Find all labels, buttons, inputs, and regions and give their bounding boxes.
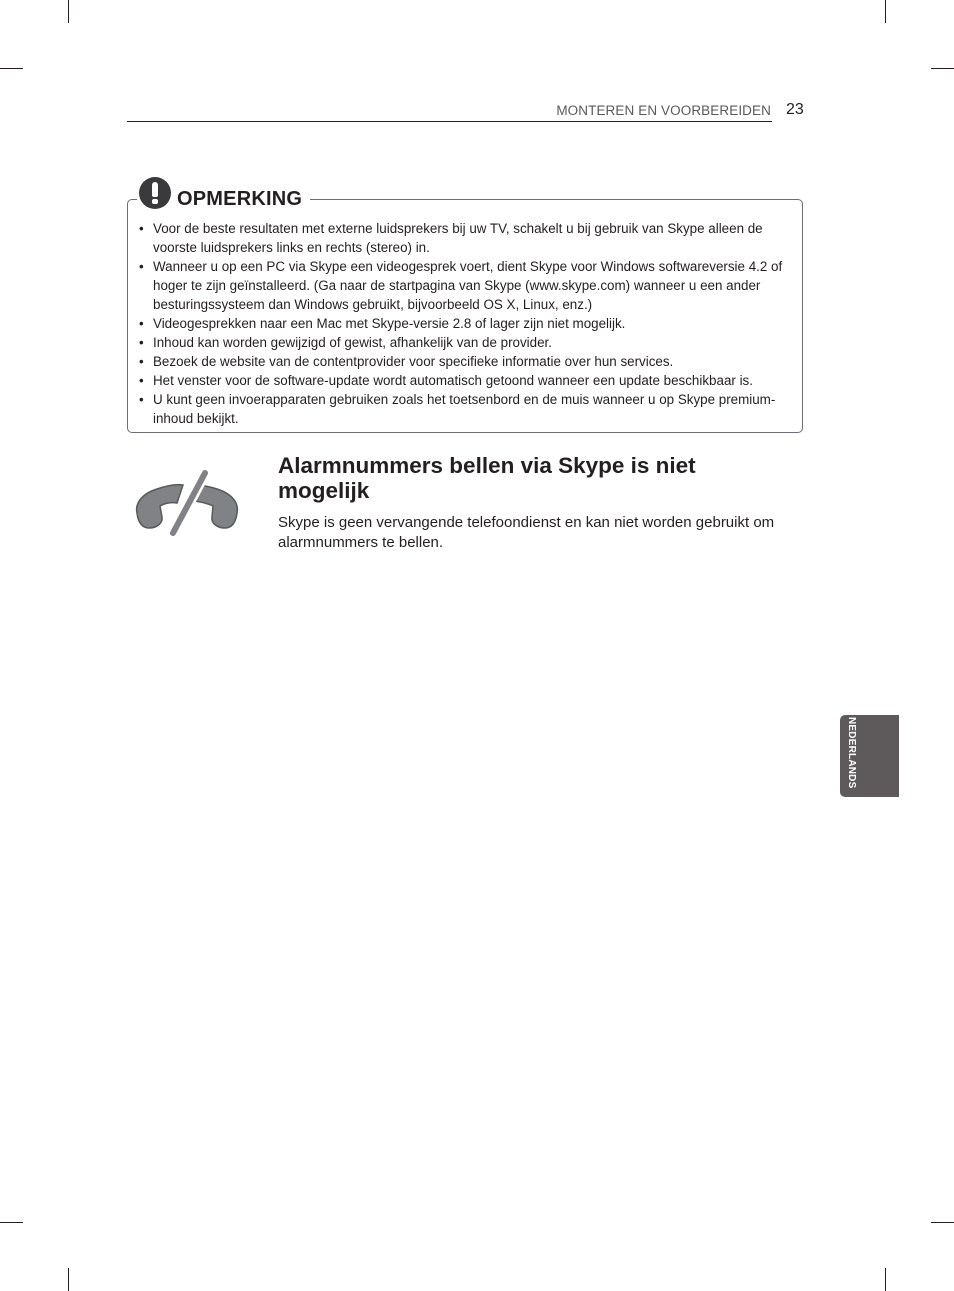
crop-mark: [885, 1268, 886, 1291]
note-item: • Inhoud kan worden gewijzigd of gewist, afhankelijk van de provider.: [139, 333, 789, 352]
note-item: • Wanneer u op een PC via Skype een videogesprek voert, dient Skype voor Windows softwareversie 4.2 of hoger te zijn geïnstalleerd. (Ga naar de startpagina van Skype (www.skype.com) wanneer u een ander besturingssysteem dan Windows gebruikt, bijvoorbeeld OS X, Linux, enz.): [139, 257, 789, 314]
exclamation-icon: [139, 177, 171, 209]
language-tab-label: NEDERLANDS: [846, 717, 857, 789]
page-number: 23: [786, 101, 804, 118]
note-item: • Voor de beste resultaten met externe luidsprekers bij uw TV, schakelt u bij gebruik van Skype alleen de voorste luidsprekers links en rechts (stereo) in.: [139, 219, 789, 257]
crop-mark: [68, 1268, 69, 1291]
running-header: MONTEREN EN VOORBEREIDEN: [556, 103, 771, 118]
header-rule: [127, 121, 772, 122]
crop-mark: [0, 1222, 23, 1223]
crop-mark: [0, 68, 23, 69]
note-item: • Videogesprekken naar een Mac met Skype-versie 2.8 of lager zijn niet mogelijk.: [139, 314, 789, 333]
note-title: OPMERKING: [177, 187, 303, 210]
crop-mark: [931, 1222, 954, 1223]
crop-mark: [931, 68, 954, 69]
note-list: [139, 219, 789, 428]
crop-mark: [885, 0, 886, 23]
crossed-out-phone-handset-icon: [133, 470, 241, 536]
note-item: • Bezoek de website van de contentprovider voor specifieke informatie over hun services.: [139, 352, 789, 371]
section-body: Skype is geen vervangende telefoondienst en kan niet worden gebruikt om alarmnummers te bellen.: [278, 514, 775, 551]
note-item: • Het venster voor de software-update wordt automatisch getoond wanneer een update beschikbaar is.: [139, 371, 789, 390]
note-heading: [137, 176, 310, 216]
crop-mark: [68, 0, 69, 23]
section-title: Alarmnummers bellen via Skype is niet mogelijk: [278, 453, 696, 503]
note-item: • U kunt geen invoerapparaten gebruiken zoals het toetsenbord en de muis wanneer u op Skype premium-inhoud bekijkt.: [139, 390, 789, 428]
